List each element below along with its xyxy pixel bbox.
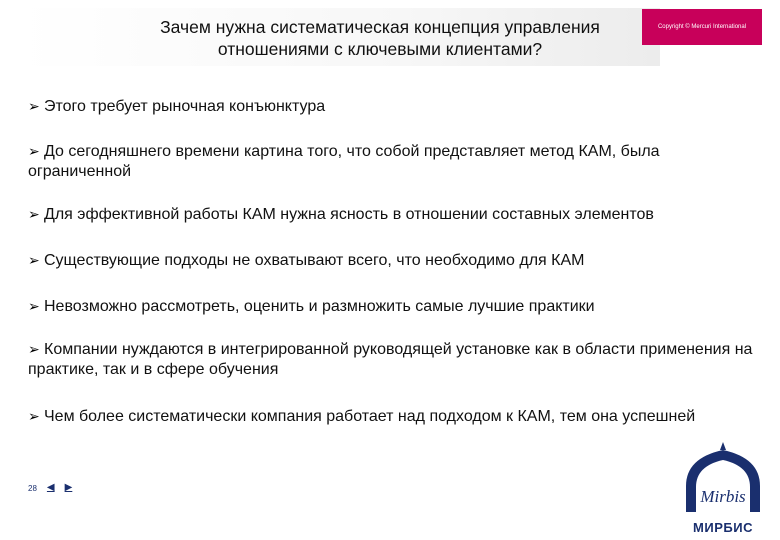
slide-title xyxy=(100,16,660,60)
bullet-text: До сегодняшнего времени картина того, что собой представляет метод КАМ, была ограниченной xyxy=(28,143,660,180)
arrow-right-icon: ➢ xyxy=(28,98,40,114)
page-number: 28 xyxy=(28,483,37,493)
bullet-text: Чем более систематически компания работает над подходом к КАМ, тем она успешней xyxy=(44,408,696,425)
bullet-text: Для эффективной работы КАМ нужна ясность в отношении составных элементов xyxy=(44,206,654,223)
triangle-right-icon: ▶ xyxy=(64,482,73,493)
mirbis-logo xyxy=(676,440,770,536)
bullet-item xyxy=(28,96,758,117)
bullet-item xyxy=(28,204,758,225)
arrow-right-icon: ➢ xyxy=(28,298,40,314)
next-slide-button[interactable] xyxy=(65,483,73,493)
triangle-left-icon: ◀ xyxy=(46,482,55,493)
arrow-right-icon: ➢ xyxy=(28,341,40,357)
bullet-text: Существующие подходы не охватывают всего, что необходимо для КАМ xyxy=(44,252,585,269)
arrow-right-icon: ➢ xyxy=(28,252,40,268)
bullet-text: Компании нуждаются в интегрированной руководящей установке как в области применения на практике, так и в сфере обучения xyxy=(28,341,753,378)
prev-slide-button[interactable] xyxy=(47,483,55,493)
arrow-right-icon: ➢ xyxy=(28,206,40,222)
slide-title-line-1: Зачем нужна систематическая концепция управления xyxy=(160,17,600,37)
logo-wordmark: МИРБИС xyxy=(693,520,753,535)
bullet-item xyxy=(28,339,758,380)
bullet-text: Невозможно рассмотреть, оценить и размножить самые лучшие практики xyxy=(44,298,595,315)
bullet-list xyxy=(28,96,758,427)
arrow-right-icon: ➢ xyxy=(28,143,40,159)
mirbis-emblem xyxy=(676,440,770,520)
slide-title-line-2: отношениями с ключевыми клиентами? xyxy=(217,39,543,59)
bullet-item xyxy=(28,406,758,427)
copyright-text: Copyright © Mercuri International xyxy=(657,24,747,30)
bullet-item xyxy=(28,250,758,271)
bullet-item xyxy=(28,141,758,182)
slide-footer xyxy=(28,478,72,498)
logo-script-text: Mirbis xyxy=(700,487,746,506)
bullet-text: Этого требует рыночная конъюнктура xyxy=(44,98,326,115)
arrow-right-icon: ➢ xyxy=(28,408,40,424)
copyright-banner xyxy=(642,9,762,45)
bullet-item xyxy=(28,296,758,317)
